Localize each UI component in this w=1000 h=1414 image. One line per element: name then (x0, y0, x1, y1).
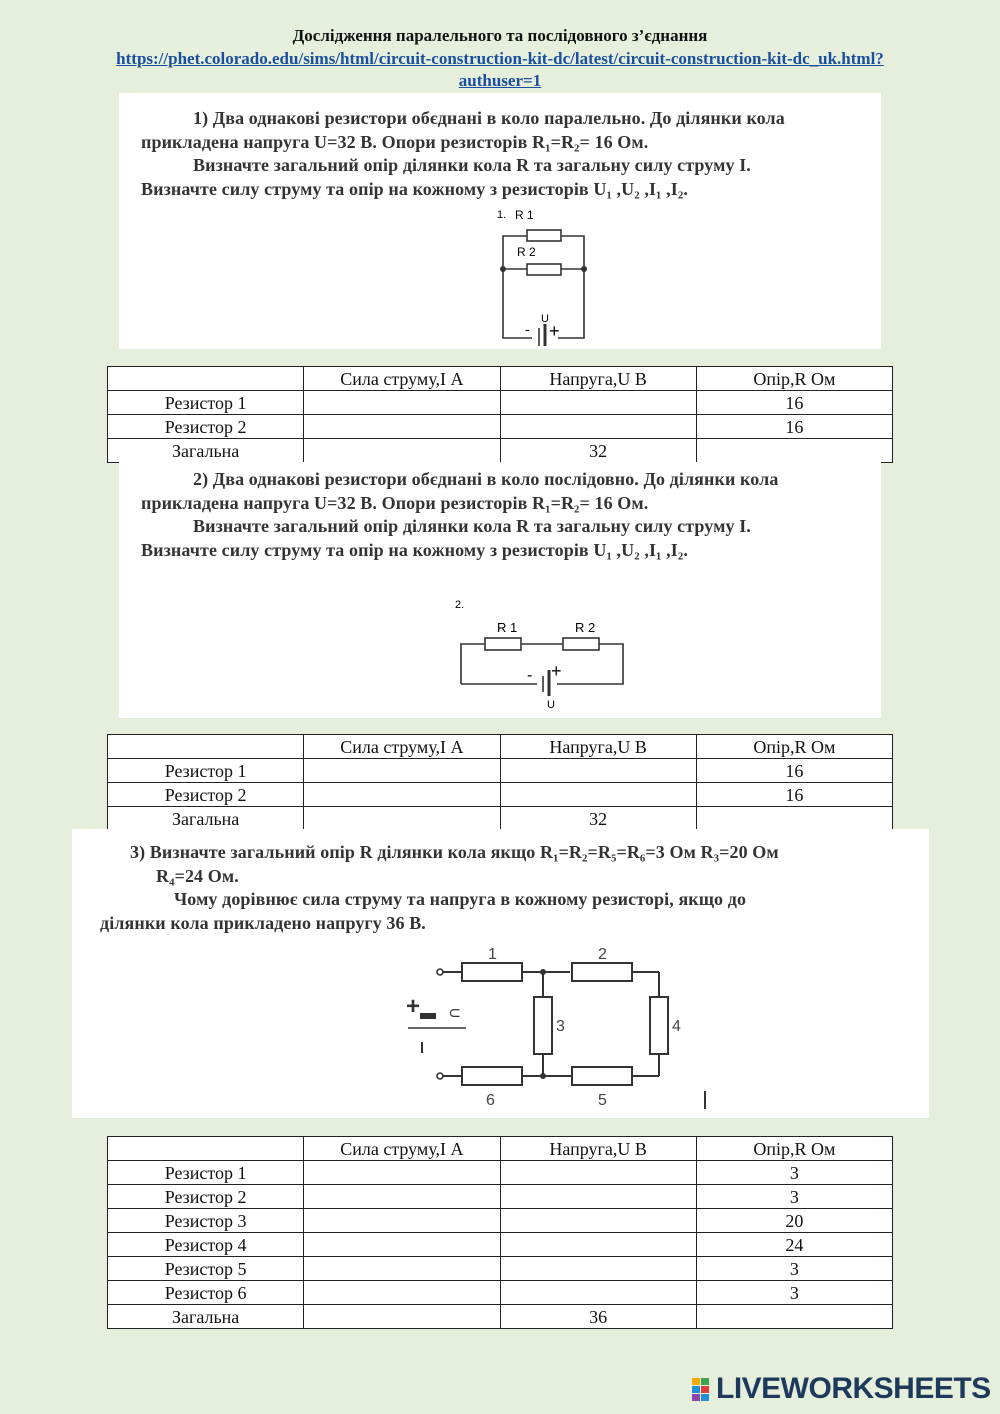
page-title: Дослідження паралельного та послідовного з’єднання (292, 26, 708, 45)
voltage-input[interactable]: 32 (500, 807, 696, 831)
table-row (108, 391, 893, 415)
header-cell: Сила струму,I А (304, 1137, 500, 1161)
task-2-line-4: Визначте силу струму та опір на кожному з резисторів U₁ ,U₂ ,I₁ ,I₂. (141, 539, 688, 560)
table-row (108, 1161, 893, 1185)
header-cell (108, 1137, 304, 1161)
resistance-input[interactable]: 3 (696, 1257, 892, 1281)
table-2 (107, 734, 893, 831)
table-row (108, 1281, 893, 1305)
table-1 (107, 366, 893, 463)
diagram-3-resistor-2 (572, 963, 632, 981)
table-row (108, 807, 893, 831)
row-label: Резистор 5 (108, 1257, 304, 1281)
table-row (108, 439, 893, 463)
diagram-1-resistor-2 (527, 264, 561, 275)
header-cell: Сила струму,I А (304, 735, 500, 759)
current-input[interactable] (304, 391, 500, 415)
table-2-header (108, 735, 893, 759)
current-input[interactable] (304, 1161, 500, 1185)
row-label: Загальна (108, 1305, 304, 1329)
task-1-line-4: Визначте силу струму та опір на кожному з резисторів U₁ ,U₂ ,I₁ ,I₂. (141, 178, 688, 199)
table-row (108, 1305, 893, 1329)
table-row (108, 1209, 893, 1233)
row-label: Резистор 1 (108, 391, 304, 415)
table-row (108, 783, 893, 807)
diagram-3-label-3: 3 (556, 1018, 565, 1035)
current-input[interactable] (304, 1185, 500, 1209)
row-label: Резистор 1 (108, 1161, 304, 1185)
current-input[interactable] (304, 1281, 500, 1305)
table-row (108, 1257, 893, 1281)
text-cursor-mark (704, 1091, 706, 1109)
row-label: Резистор 2 (108, 783, 304, 807)
header-cell (108, 367, 304, 391)
diagram-1-r1-label: R 1 (515, 208, 534, 222)
row-label: Загальна (108, 439, 304, 463)
resistance-input[interactable]: 16 (696, 391, 892, 415)
diagram-2-plus: + (551, 661, 562, 681)
voltage-input[interactable] (500, 759, 696, 783)
header-cell (108, 735, 304, 759)
header-cell: Опір,R Ом (696, 367, 892, 391)
header-cell: Напруга,U В (500, 1137, 696, 1161)
current-input[interactable] (304, 1233, 500, 1257)
diagram-1-minus: - (525, 321, 530, 337)
task-3-line-4: ділянки кола прикладено напругу 36 В. (100, 912, 426, 933)
diagram-3-u-label: U (447, 1008, 463, 1019)
voltage-input[interactable] (500, 1209, 696, 1233)
current-input[interactable] (304, 1257, 500, 1281)
current-input[interactable] (304, 439, 500, 463)
task-3-line-1: 3) Визначте загальний опір R ділянки кола якщо R₁=R₂=R₅=R₆=3 Ом R₃=20 Ом (130, 842, 779, 862)
task-1-line-2: прикладена напруга U=32 В. Опори резисторів R₁=R₂= 16 Ом. (141, 131, 649, 152)
row-label: Резистор 3 (108, 1209, 304, 1233)
current-input[interactable] (304, 1209, 500, 1233)
diagram-3-label-5: 5 (598, 1092, 607, 1109)
diagram-1-u-label: U (541, 313, 549, 325)
diagram-3-label-2: 2 (598, 946, 607, 963)
header-cell: Опір,R Ом (696, 735, 892, 759)
row-label: Загальна (108, 807, 304, 831)
row-label: Резистор 1 (108, 759, 304, 783)
task-2-line-3: Визначте загальний опір ділянки кола R та загальну силу струму I. (193, 516, 751, 536)
task-1-text (141, 107, 871, 201)
task-2-line-1: 2) Два однакові резистори обєднані в коло послідовно. До ділянки кола (193, 469, 779, 489)
resistance-input[interactable] (696, 807, 892, 831)
task-1-line-3: Визначте загальний опір ділянки кола R та загальну силу струму I. (193, 155, 751, 175)
diagram-2-r1-label: R 1 (497, 620, 518, 635)
current-input[interactable] (304, 783, 500, 807)
resistance-input[interactable]: 20 (696, 1209, 892, 1233)
table-3 (107, 1136, 893, 1329)
resistance-input[interactable]: 3 (696, 1185, 892, 1209)
task-2-card (119, 462, 881, 718)
voltage-input[interactable]: 32 (500, 439, 696, 463)
table-row (108, 759, 893, 783)
diagram-1-number: 1. (497, 209, 507, 221)
diagram-1-r2-label: R 2 (517, 245, 536, 259)
voltage-input[interactable] (500, 1233, 696, 1257)
resistance-input[interactable]: 16 (696, 415, 892, 439)
diagram-2-number: 2. (455, 599, 465, 611)
liveworksheets-logo-icon (692, 1378, 710, 1402)
resistance-input[interactable]: 16 (696, 783, 892, 807)
task-3-text (100, 841, 930, 935)
simulation-link[interactable]: https://phet.colorado.edu/sims/html/circuit-construction-kit-dc/latest/circuit-construction-kit-dc_uk.html?authuser=1 (116, 49, 884, 90)
header-cell: Опір,R Ом (696, 1137, 892, 1161)
row-label: Резистор 6 (108, 1281, 304, 1305)
diagram-2-minus: - (527, 667, 533, 684)
mixed-circuit-diagram (402, 942, 732, 1112)
diagram-3-resistor-3 (534, 997, 552, 1054)
diagram-3-plus: + (406, 993, 421, 1020)
table-row (108, 415, 893, 439)
series-circuit-diagram (449, 592, 629, 712)
voltage-input[interactable] (500, 1257, 696, 1281)
diagram-3-resistor-1 (462, 963, 522, 981)
diagram-3-label-1: 1 (488, 946, 497, 963)
resistance-input[interactable]: 3 (696, 1281, 892, 1305)
task-1-card (119, 93, 881, 349)
voltage-input[interactable] (500, 391, 696, 415)
table-3-header (108, 1137, 893, 1161)
resistance-input[interactable]: 16 (696, 759, 892, 783)
task-3-line-3: Чому дорівнює сила струму та напруга в кожному резисторі, якщо до (174, 889, 747, 909)
current-input[interactable] (304, 1305, 500, 1329)
task-1-line-1: 1) Два однакові резистори обєднані в коло паралельно. До ділянки кола (193, 108, 785, 128)
voltage-input[interactable] (500, 415, 696, 439)
resistance-input[interactable] (696, 1305, 892, 1329)
parallel-circuit-diagram (489, 206, 599, 346)
diagram-1-resistor-1 (527, 230, 561, 241)
voltage-input[interactable] (500, 1281, 696, 1305)
diagram-2-u-label: U (547, 699, 555, 711)
diagram-1-plus: + (549, 321, 560, 341)
liveworksheets-logo[interactable]: LIVEWORKSHEETS (716, 1372, 991, 1405)
diagram-2-r2-label: R 2 (575, 620, 596, 635)
table-1-header (108, 367, 893, 391)
task-2-text (141, 468, 871, 562)
resistance-input[interactable] (696, 439, 892, 463)
current-input[interactable] (304, 807, 500, 831)
diagram-2-resistor-2 (563, 638, 599, 650)
resistance-input[interactable]: 24 (696, 1233, 892, 1257)
voltage-input[interactable] (500, 1161, 696, 1185)
diagram-3-label-4: 4 (672, 1018, 681, 1035)
diagram-3-resistor-4 (650, 997, 668, 1054)
task-3-line-2: R₄=24 Ом. (156, 865, 239, 886)
current-input[interactable] (304, 759, 500, 783)
voltage-input[interactable] (500, 1185, 696, 1209)
voltage-input[interactable]: 36 (500, 1305, 696, 1329)
row-label: Резистор 4 (108, 1233, 304, 1257)
current-input[interactable] (304, 415, 500, 439)
task-2-line-2: прикладена напруга U=32 В. Опори резисторів R₁=R₂= 16 Ом. (141, 492, 649, 513)
task-3-card (72, 829, 929, 1118)
resistance-input[interactable]: 3 (696, 1161, 892, 1185)
header-cell: Напруга,U В (500, 735, 696, 759)
diagram-3-resistor-6 (462, 1067, 522, 1085)
voltage-input[interactable] (500, 783, 696, 807)
header-cell: Сила струму,I А (304, 367, 500, 391)
diagram-3-resistor-5 (572, 1067, 632, 1085)
table-row (108, 1233, 893, 1257)
diagram-3-label-6: 6 (486, 1092, 495, 1109)
table-row (108, 1185, 893, 1209)
diagram-2-resistor-1 (485, 638, 521, 650)
header-cell: Напруга,U В (500, 367, 696, 391)
row-label: Резистор 2 (108, 415, 304, 439)
row-label: Резистор 2 (108, 1185, 304, 1209)
